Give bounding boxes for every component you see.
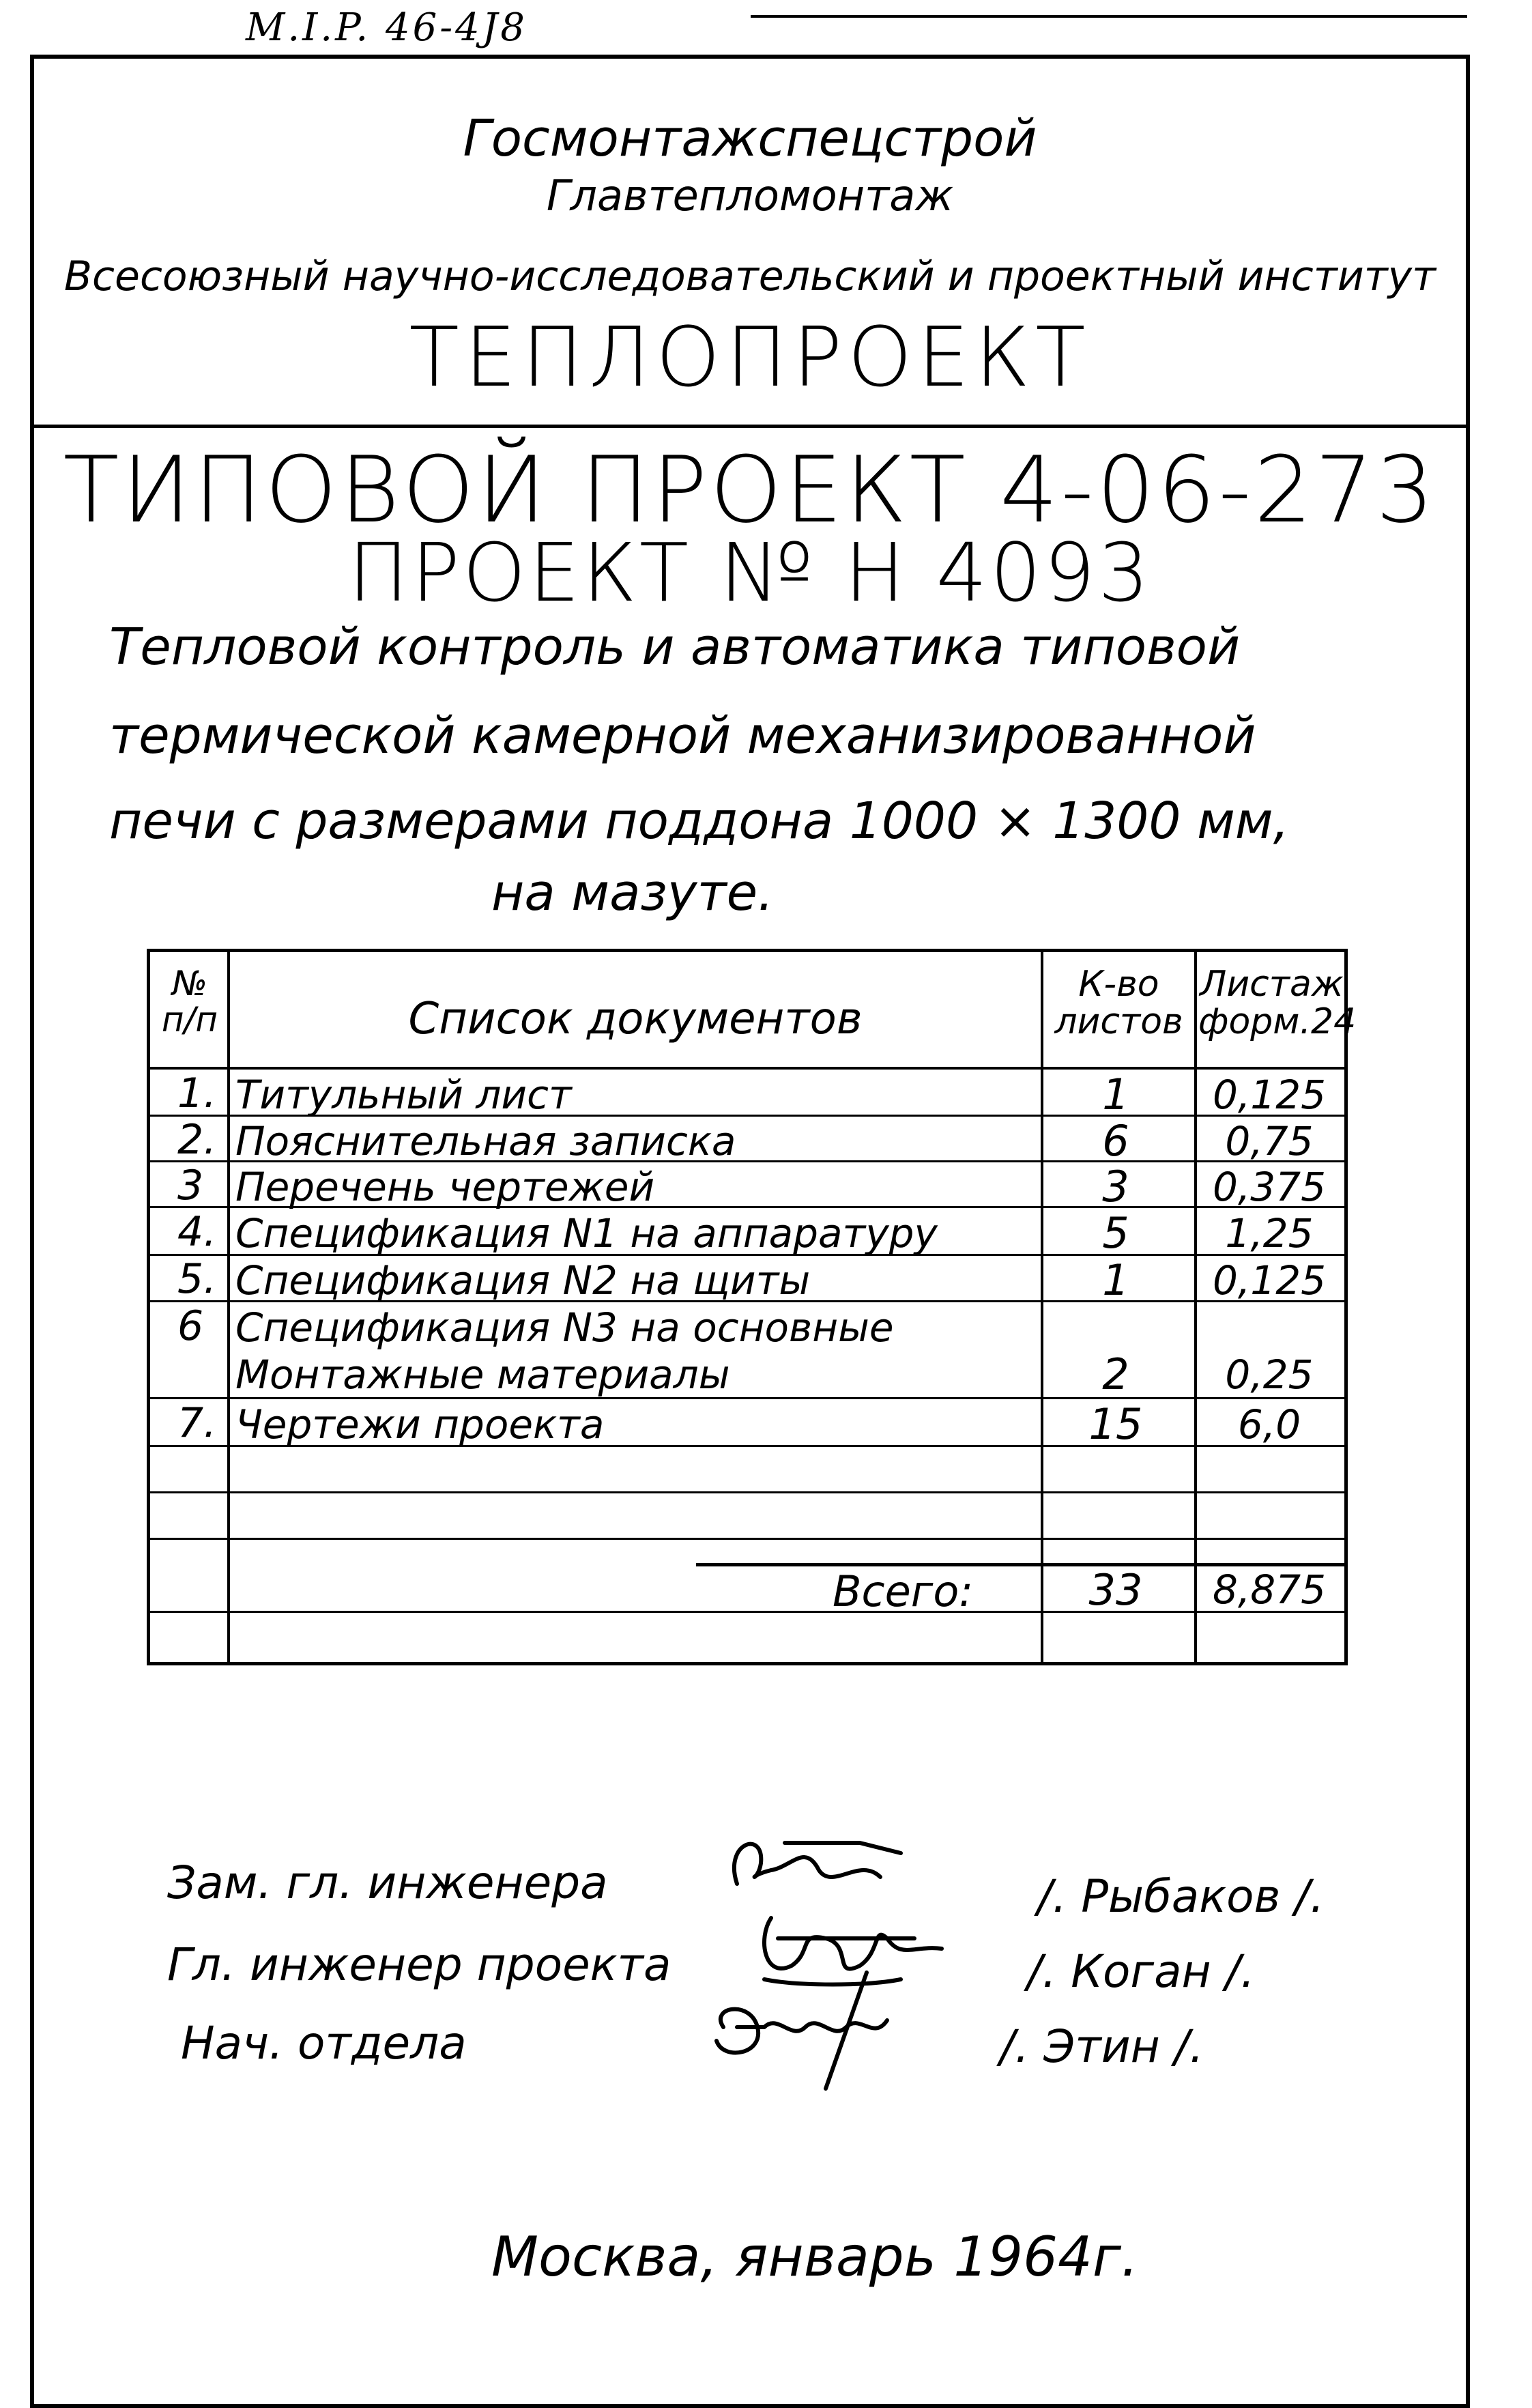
signature-role: Нач. отдела (181, 2017, 467, 2069)
row-rule (150, 1538, 1344, 1540)
signature-kogan (764, 1918, 942, 1985)
row-sheets: 5 (1102, 1208, 1129, 1258)
archive-mark: M.I.P. 46-4J8 (246, 5, 527, 50)
row-sheets: 1 (1102, 1070, 1129, 1119)
row-num: 1. (177, 1070, 217, 1117)
row-format: 0,75 (1225, 1118, 1314, 1164)
col-divider (227, 952, 230, 1662)
top-rule (751, 15, 1467, 18)
col-divider (1041, 952, 1043, 1662)
signature-role: Гл. инженер проекта (167, 1938, 671, 1991)
row-name: Титульный лист (235, 1072, 572, 1118)
row-format: 0,25 (1225, 1351, 1314, 1398)
row-num: 3 (177, 1162, 204, 1209)
row-rule (150, 1491, 1344, 1493)
total-format: 8,875 (1212, 1566, 1327, 1613)
signature-name: /. Рыбаков /. (1037, 1870, 1325, 1923)
header-format: Листаж форм.24 (1198, 964, 1357, 1042)
row-num: 2. (177, 1116, 217, 1164)
handwritten-signatures (696, 1802, 983, 2095)
signature-role: Зам. гл. инженера (167, 1857, 608, 1909)
signature-rybakov (734, 1843, 901, 1884)
org-ministry: Госмонтажспецстрой (463, 109, 1037, 168)
org-institute: Всесоюзный научно-исследовательский и проектный институт (63, 253, 1436, 300)
row-sheets: 2 (1102, 1349, 1129, 1399)
row-sheets: 1 (1102, 1255, 1129, 1305)
org-department: Главтепломонтаж (546, 171, 954, 220)
project-title: ТИПОВОЙ ПРОЕКТ 4-06-273 (63, 437, 1437, 543)
row-format: 1,25 (1225, 1210, 1314, 1257)
document-list-table (147, 949, 1357, 1665)
header-sheets: К-во листов (1054, 964, 1183, 1042)
row-format: 0,375 (1212, 1164, 1327, 1210)
description-line: на мазуте. (491, 863, 774, 922)
project-number: ПРОЕКТ № Н 4093 (348, 526, 1152, 620)
row-sheets: 3 (1102, 1162, 1129, 1212)
row-sheets: 6 (1102, 1116, 1129, 1166)
row-name: Спецификация N2 на щиты (235, 1257, 811, 1304)
row-num: 7. (177, 1399, 217, 1447)
row-name: Спецификация N3 на основные (235, 1304, 894, 1351)
row-name: Спецификация N1 на аппаратуру (235, 1210, 938, 1257)
row-num: 6 (177, 1302, 204, 1350)
row-sheets: 15 (1088, 1399, 1143, 1449)
signature-name: /. Коган /. (1027, 1945, 1255, 1998)
row-name: Чертежи проекта (235, 1401, 605, 1448)
signature-etin (717, 1973, 887, 2089)
description-line: Тепловой контроль и автоматика типовой (109, 618, 1241, 676)
total-label: Всего: (833, 1566, 974, 1616)
description-line: печи с размерами поддона 1000 × 1300 мм, (109, 792, 1290, 850)
row-format: 6,0 (1237, 1401, 1301, 1448)
signature-name: /. Этин /. (1000, 2020, 1204, 2073)
row-format: 0,125 (1212, 1257, 1327, 1304)
total-sheets: 33 (1088, 1565, 1143, 1615)
col-divider (1194, 952, 1197, 1662)
row-num: 5. (177, 1255, 217, 1303)
row-num: 4. (177, 1208, 217, 1256)
header-name: Список документов (408, 994, 863, 1044)
city-date: Москва, январь 1964г. (491, 2225, 1139, 2289)
org-name: ТЕПЛОПРОЕКТ (409, 311, 1091, 405)
header-num: № п/п (161, 964, 218, 1040)
row-name: Пояснительная записка (235, 1118, 736, 1164)
description-line: термической камерной механизированной (109, 706, 1256, 765)
row-name: Монтажные материалы (235, 1351, 730, 1398)
header-divider (30, 425, 1470, 428)
row-name: Перечень чертежей (235, 1164, 655, 1210)
row-format: 0,125 (1212, 1072, 1327, 1118)
